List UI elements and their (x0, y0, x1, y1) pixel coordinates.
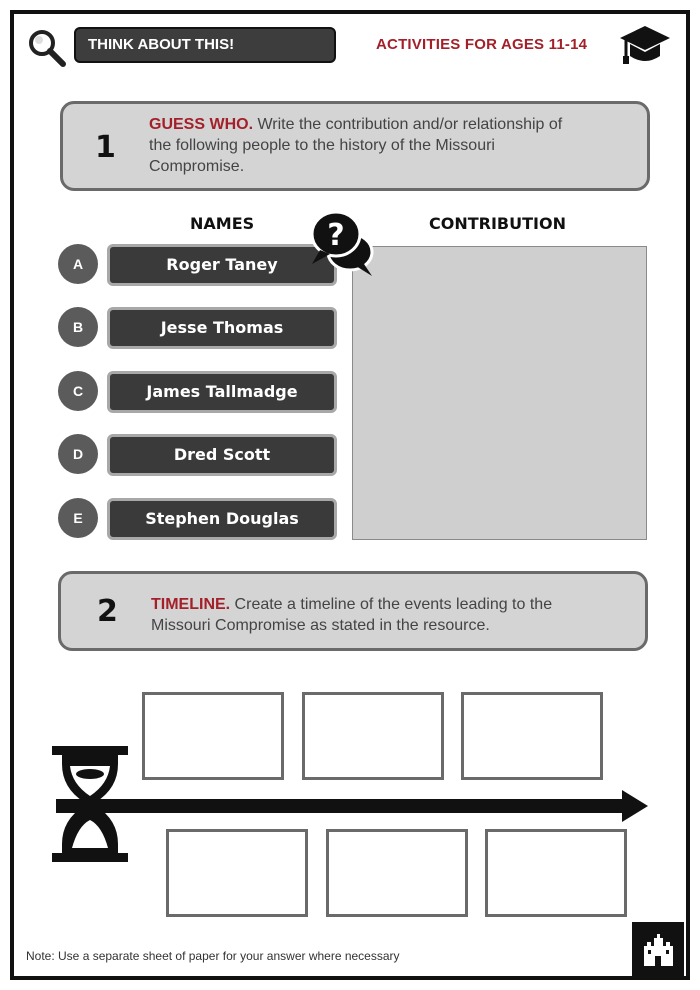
timeline-instructions (151, 594, 643, 636)
timeline-keyword: TIMELINE. (151, 596, 231, 613)
magnifier-icon (26, 27, 66, 67)
instruction-line-1: Write the contribution and/or relationship of (253, 116, 563, 133)
instruction-line-3: Compromise. (149, 158, 245, 175)
timeline-box-top-1[interactable] (142, 692, 284, 780)
name-box-e: Stephen Douglas (107, 498, 337, 540)
graduation-cap-icon (618, 22, 672, 68)
letter-badge-b: B (58, 307, 98, 347)
section-number: 2 (97, 594, 118, 629)
name-box-c: James Tallmadge (107, 371, 337, 413)
name-box-d: Dred Scott (107, 434, 337, 476)
timeline-box-top-3[interactable] (461, 692, 603, 780)
names-header: NAMES (190, 214, 255, 233)
name-box-b: Jesse Thomas (107, 307, 337, 349)
letter-badge-c: C (58, 371, 98, 411)
letter-badge-d: D (58, 434, 98, 474)
timeline-box-bottom-2[interactable] (326, 829, 468, 917)
footer-note: Note: Use a separate sheet of paper for your answer where necessary (26, 949, 400, 963)
section-number: 1 (95, 130, 116, 165)
name-box-a: Roger Taney (107, 244, 337, 286)
timeline-line-2: Missouri Compromise as stated in the resource. (151, 617, 490, 634)
contribution-answer-area[interactable] (352, 246, 647, 540)
castle-logo-icon (632, 922, 684, 976)
guess-who-instructions (149, 114, 645, 177)
timeline-box-top-2[interactable] (302, 692, 444, 780)
guess-who-keyword: GUESS WHO. (149, 116, 254, 133)
letter-badge-a: A (58, 244, 98, 284)
ages-label: ACTIVITIES FOR AGES 11-14 (376, 36, 588, 53)
timeline-box-bottom-1[interactable] (166, 829, 308, 917)
letter-badge-e: E (58, 498, 98, 538)
timeline-arrow (56, 778, 652, 834)
timeline-panel (58, 571, 648, 651)
question-bubble-icon (306, 206, 378, 278)
svg-text:?: ? (327, 218, 345, 253)
instruction-line-2: the following people to the history of the Missouri (149, 137, 495, 154)
guess-who-panel (60, 101, 650, 191)
timeline-line-1: Create a timeline of the events leading to the (230, 596, 553, 613)
timeline-box-bottom-3[interactable] (485, 829, 627, 917)
contribution-header: CONTRIBUTION (429, 214, 566, 233)
think-about-this-banner: THINK ABOUT THIS! (74, 27, 336, 63)
hourglass-icon (48, 744, 132, 864)
